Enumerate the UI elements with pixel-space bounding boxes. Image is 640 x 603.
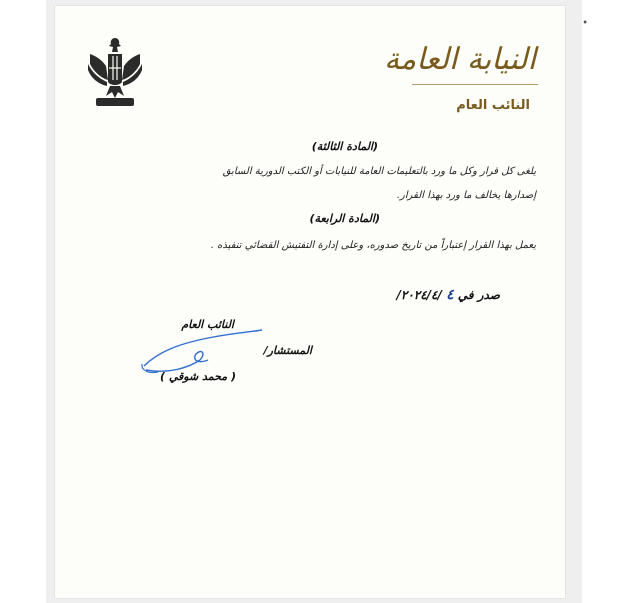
issue-date-day: ٤ [446,287,454,303]
issue-date-prefix: صدر في [457,288,500,302]
article-4-heading: (المادة الرابعة) [309,212,380,225]
signatory-rank: المستشار/ [263,344,312,357]
article-3-line-2: إصدارها يخالف ما ورد بهذا القرار. [396,190,536,201]
header-rule [412,84,538,85]
eagle-emblem-icon [86,34,144,112]
handwritten-signature [138,324,268,382]
issue-date-value: /٢٠٢٤/٤/ [396,288,442,302]
article-3-heading: (المادة الثالثة) [311,140,378,153]
article-3-line-1: يلغى كل قرار وكل ما ورد بالتعليمات العامة للنيابات أو الكتب الدورية السابق [222,166,536,177]
signatory-name: ( محمد شوقي ) [160,370,236,383]
organization-name: النيابة العامة [384,42,536,77]
issue-date [397,287,501,303]
article-4-line-1: يعمل بهذا القرار إعتباراً من تاريخ صدوره، وعلى إدارة التفتيش القضائي تنفيذه . [210,240,536,251]
office-title: النائب العام [456,98,530,113]
signatory-title: النائب العام [181,318,234,331]
header-dot: • [582,18,588,29]
